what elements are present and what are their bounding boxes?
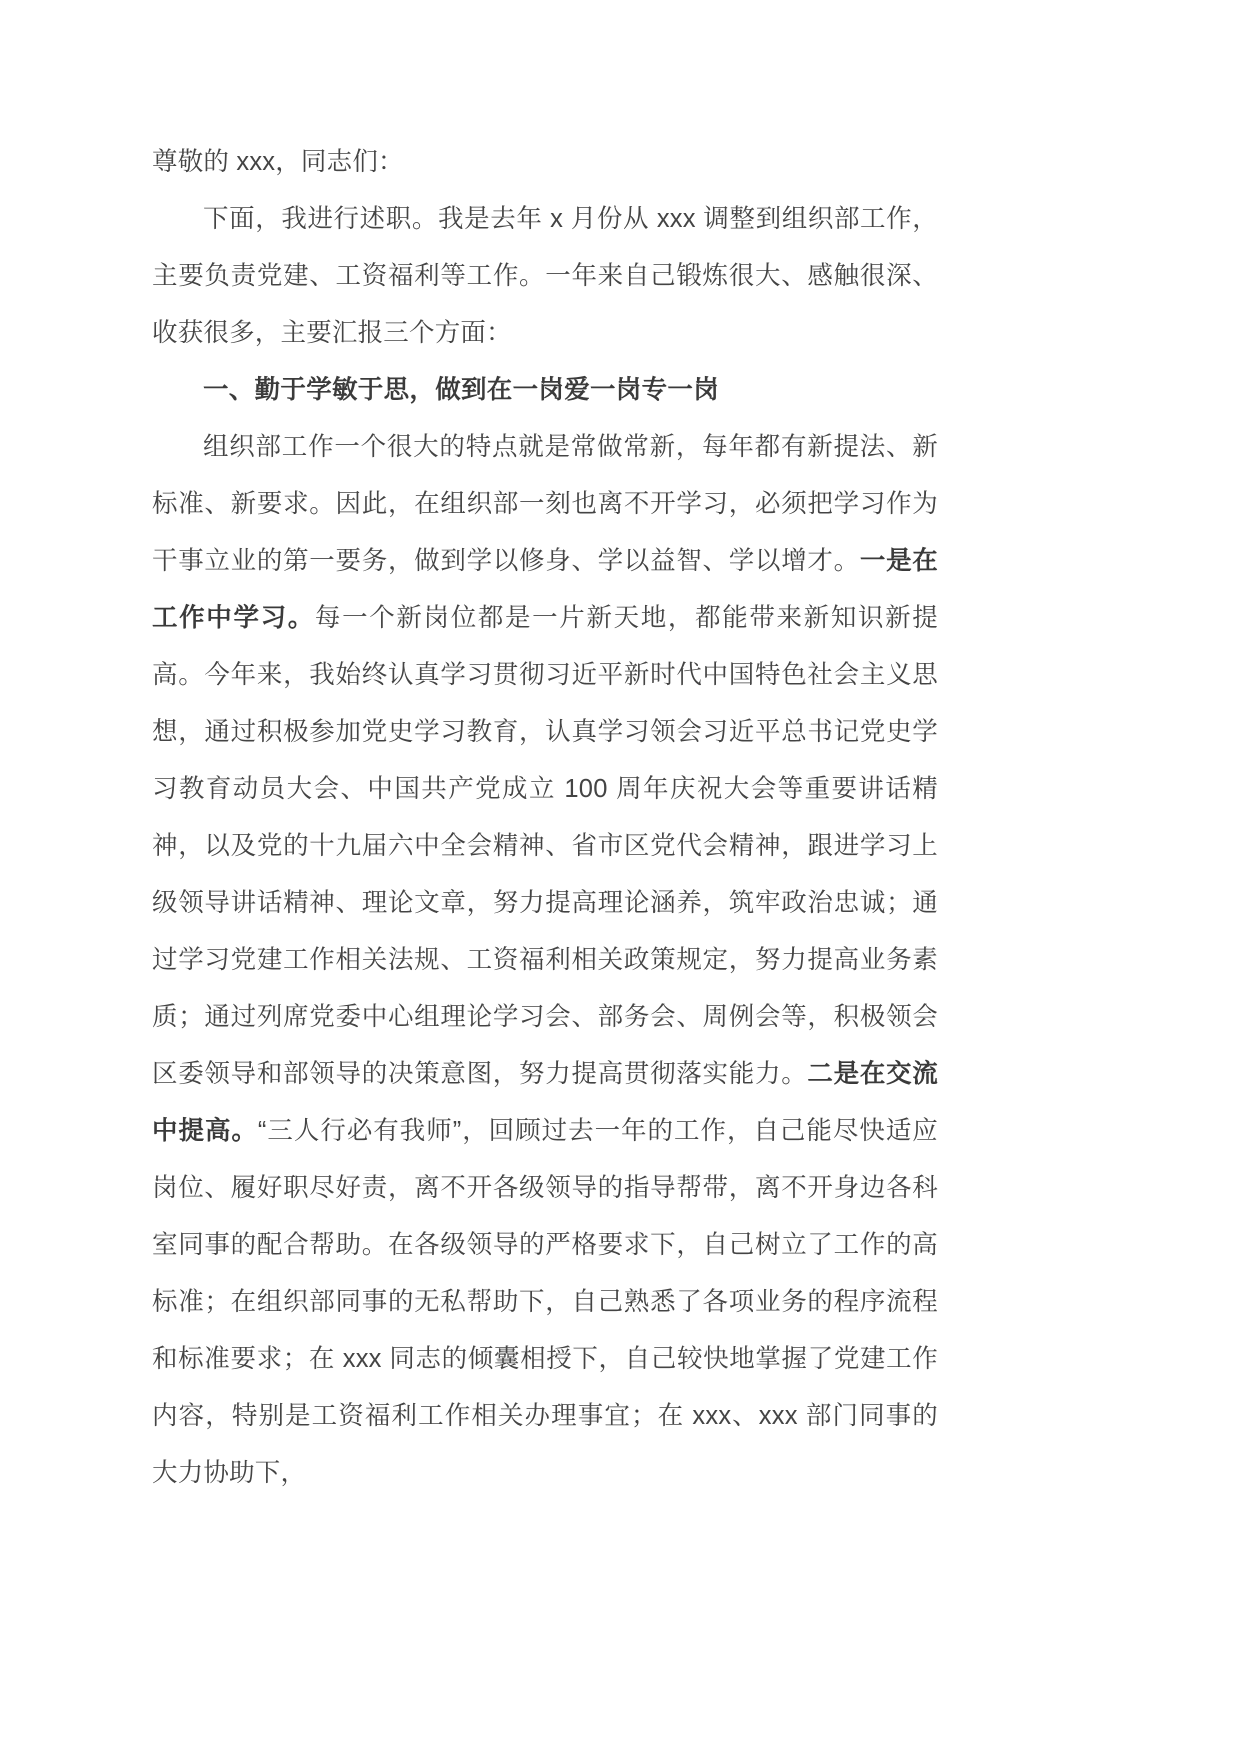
text-run: “三人行必有我师”，回顾过去一年的工作，自己能尽快适应岗位、履好职尽好责，离不开各级领导的指导帮带，离不开身边各科室同事的配合帮助。在各级领导的严格要求下，自己树立了工作的高标准；在组织部同事的无私帮助下，自己熟悉了各项业务的程序流程和标准要求；在 xxx 同志的倾囊相授下，自己较快地掌握了党建工作内容，特别是工资福利工作相关办理事宜；在 xxx、xxx 部门同事的大力协助下，	[152, 1117, 938, 1487]
document-body	[152, 134, 938, 1502]
section-heading-one: 一、勤于学敏于思，做到在一岗爱一岗专一岗	[203, 376, 720, 404]
text-run: 组织部工作一个很大的特点就是常做常新，每年都有新提法、新标准、新要求。因此，在组织部一刻也离不开学习，必须把学习作为干事立业的第一要务，做到学以修身、学以益智、学以增才。	[152, 433, 938, 575]
text-run: 每一个新岗位都是一片新天地，都能带来新知识新提高。今年来，我始终认真学习贯彻习近平新时代中国特色社会主义思想，通过积极参加党史学习教育，认真学习领会习近平总书记党史学习教育动员大会、中国共产党成立 100 周年庆祝大会等重要讲话精神，以及党的十九届六中全会精神、省市区党代会精神，跟进学习上级领导讲话精神、理论文章，努力提高理论涵养，筑牢政治忠诚；通过学习党建工作相关法规、工资福利相关政策规定，努力提高业务素质；通过列席党委中心组理论学习会、部务会、周例会等，积极领会区委领导和部领导的决策意图，努力提高贯彻落实能力。	[152, 604, 938, 1088]
salutation-paragraph: 尊敬的 xxx，同志们：	[152, 148, 404, 176]
emphasis-run: 一是在工作中学习。	[152, 547, 938, 632]
intro-paragraph: 下面，我进行述职。我是去年 x 月份从 xxx 调整到组织部工作，主要负责党建、工资福利等工作。一年来自己锻炼很大、感触很深、收获很多，主要汇报三个方面：	[152, 205, 938, 347]
emphasis-run: 二是在交流中提高。	[152, 1060, 938, 1145]
body-paragraph-one	[152, 419, 938, 1502]
